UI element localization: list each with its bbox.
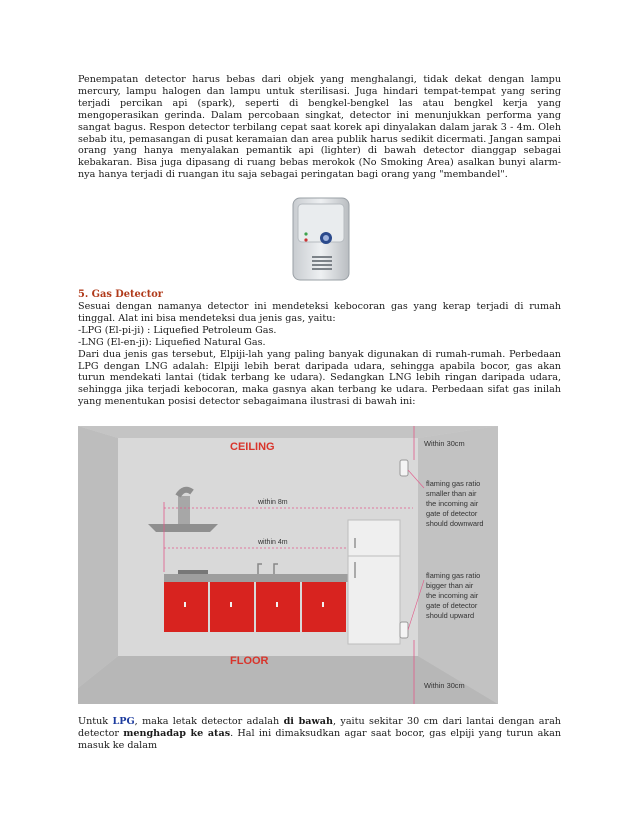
note-top-line: smaller than air bbox=[426, 489, 477, 498]
body-line: Sesuai dengan namanya detector ini mendeteksi kebocoran gas yang kerap terjadi di rumah tinggal. Alat ini bisa mendeteksi dua jenis gas, yaitu: bbox=[78, 301, 561, 324]
section-title-gas-detector: 5. Gas Detector bbox=[78, 289, 163, 300]
within-8m-label: within 8m bbox=[258, 499, 288, 506]
gas-detector-placement-illustration bbox=[78, 426, 498, 704]
body-line: Dari dua jenis gas tersebut, Elpiji-lah yang paling banyak digunakan di rumah-rumah. Perbedaan LPG dengan LNG adalah: Elpiji lebih berat daripada udara, sehingga apabila bocor, gas akan turun mendekati lantai (tidak terbang ke udara). Sedangkan LNG lebih ringan daripada udara, sehingga jika terjadi kebocoran, maka gasnya akan terbang ke udara. Perbedaan sifat gas inilah yang menentukan posisi detector sebagaimana ilustrasi di bawah ini: bbox=[78, 348, 561, 408]
detector-high-icon bbox=[400, 460, 408, 476]
paragraph-lpg-placement bbox=[78, 716, 561, 752]
refrigerator bbox=[348, 520, 400, 644]
di-bawah-term: di bawah bbox=[283, 716, 333, 727]
paragraph-detector-placement: Penempatan detector harus bebas dari objek yang menghalangi, tidak dekat dengan lampu mercury, lampu halogen dan lampu untuk sterilisasi. Juga hindari tempat-tempat yang sering terjadi percikan api (spark), seperti di bengkel-bengkel las atau bengkel kerja yang mengoperasikan gerinda. Dalam percobaan singkat, detector ini menunjukkan performa yang sangat bagus. Respon detector terbilang cepat saat korek api dinyalakan dalam jarak 3 - 4m. Oleh sebab itu, pemasangan di pusat keramaian dan area publik harus sedikit dicermati. Jangan sampai orang yang hanya menyalakan pemantik api (lighter) di bawah detector dianggap sebagai kebakaran. Bisa juga dipasang di ruang bebas merokok (No Smoking Area) asalkan bunyi alarm-nya hanya terjadi di ruangan itu saja sebagai peringatan bagi orang yang "membandel". bbox=[78, 74, 561, 181]
note-bottom-line: flaming gas ratio bbox=[426, 571, 481, 580]
text-run: , yaitu sekitar 30 cm dari lantai dengan arah detector bbox=[78, 716, 561, 739]
note-bottom-line: gate of detector bbox=[426, 601, 478, 610]
ceiling-label: CEILING bbox=[230, 441, 275, 453]
section-body bbox=[78, 301, 561, 408]
detector-low-icon bbox=[400, 622, 408, 638]
note-top-line: should downward bbox=[426, 519, 484, 528]
menghadap-ke-atas-term: menghadap ke atas bbox=[123, 727, 231, 739]
floor-label: FLOOR bbox=[230, 655, 269, 667]
text-run: . Hal ini dimaksudkan agar saat bocor, gas elpiji yang turun akan masuk ke dalam bbox=[78, 727, 561, 751]
text-run: Untuk bbox=[78, 716, 113, 727]
note-bottom-line: should upward bbox=[426, 611, 475, 620]
lpg-term: LPG bbox=[112, 716, 135, 727]
text-run: , maka letak detector adalah bbox=[134, 716, 284, 727]
note-bottom-line: bigger than air bbox=[426, 581, 474, 590]
within-30cm-bottom-label: Within 30cm bbox=[424, 681, 465, 690]
within-4m-label: within 4m bbox=[258, 539, 288, 546]
note-top-line: the incoming air bbox=[426, 499, 479, 508]
detector-device-image bbox=[290, 196, 352, 282]
within-30cm-top-label: Within 30cm bbox=[424, 439, 465, 448]
note-bottom-line: the incoming air bbox=[426, 591, 479, 600]
note-top-line: flaming gas ratio bbox=[426, 479, 481, 488]
note-top-line: gate of detector bbox=[426, 509, 478, 518]
body-line: -LPG (El-pi-ji) : Liquefied Petroleum Gas. bbox=[78, 324, 277, 336]
body-line: -LNG (El-en-ji): Liquefied Natural Gas. bbox=[78, 336, 266, 348]
